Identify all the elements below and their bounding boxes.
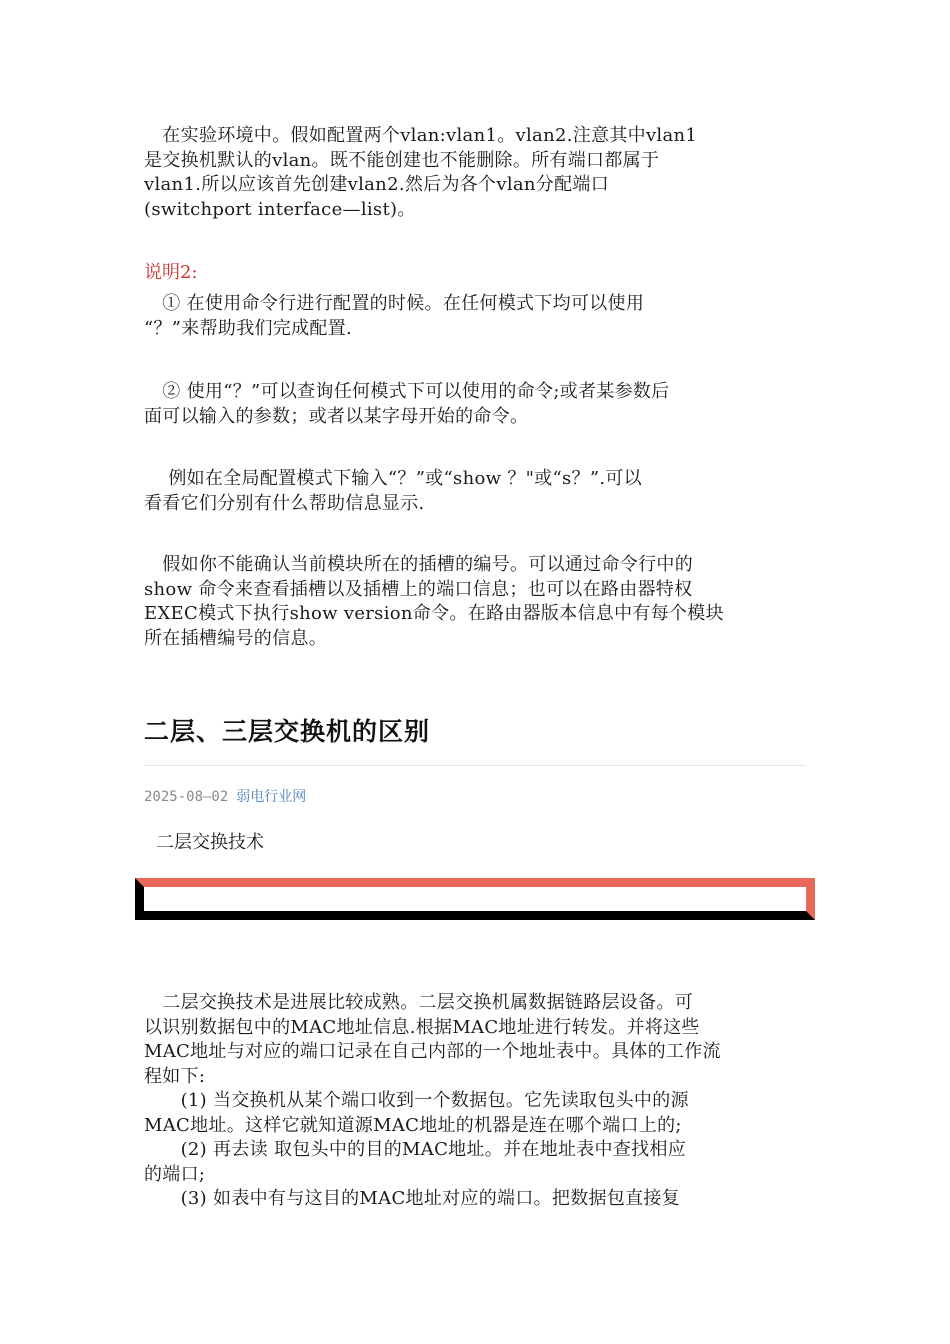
note2-line: ② 使用“？”可以查询任何模式下可以使用的命令;或者某参数后 (144, 381, 670, 402)
slot-line: show 命令来查看插槽以及插槽上的端口信息；也可以在路由器特权 (144, 578, 693, 600)
body-line: 以识别数据包中的MAC地址信息.根据MAC地址进行转发。并将这些 (144, 1016, 700, 1038)
note1-line: “？”来帮助我们完成配置. (144, 317, 353, 339)
note-label: 说明2: (144, 262, 198, 283)
example-line: 例如在全局配置模式下输入“？”或“show ？"或“s？”.可以 (144, 468, 642, 489)
decorative-banner-bar (135, 878, 815, 920)
example-paragraph (144, 467, 808, 516)
note2-line: 面可以输入的参数；或者以某字母开始的命令。 (144, 405, 529, 427)
slot-paragraph (144, 553, 808, 651)
body-line: MAC地址。这样它就知道源MAC地址的机器是连在哪个端口上的; (144, 1114, 682, 1136)
slot-line: 所在插槽编号的信息。 (144, 627, 327, 649)
body-line: 程如下: (144, 1065, 206, 1087)
body-line: (1) 当交换机从某个端口收到一个数据包。它先读取包头中的源 (144, 1090, 689, 1111)
article-meta (144, 787, 306, 807)
body-paragraph (144, 991, 808, 1212)
article-source-link[interactable]: 弱电行业网 (236, 789, 307, 805)
article-title: 二层、三层交换机的区别 (144, 717, 431, 746)
slot-line: 假如你不能确认当前模块所在的插槽的编号。可以通过命令行中的 (144, 554, 693, 575)
intro-line: 在实验环境中。假如配置两个vlan:vlan1。vlan2.注意其中vlan1 (144, 125, 698, 146)
body-line: (3) 如表中有与这目的MAC地址对应的端口。把数据包直接复 (144, 1188, 681, 1209)
intro-line: 是交换机默认的vlan。既不能创建也不能删除。所有端口都属于 (144, 149, 660, 171)
intro-paragraph (144, 124, 808, 222)
note1-line: ① 在使用命令行进行配置的时候。在任何模式下均可以使用 (144, 293, 645, 314)
body-line: MAC地址与对应的端口记录在自己内部的一个地址表中。具体的工作流 (144, 1041, 721, 1062)
note2-paragraph (144, 380, 808, 429)
note1-paragraph (144, 292, 808, 341)
banner-inner (144, 887, 806, 911)
example-line: 看看它们分别有什么帮助信息显示. (144, 492, 425, 514)
article-date: 2025-08—02 (144, 789, 229, 805)
slot-line: EXEC模式下执行show version命令。在路由器版本信息中有每个模块 (144, 603, 724, 624)
body-line: (2) 再去读 取包头中的目的MAC地址。并在地址表中查找相应 (144, 1139, 687, 1160)
intro-line: (switchport interface—list)。 (144, 198, 416, 220)
title-divider (144, 765, 806, 766)
intro-line: vlan1.所以应该首先创建vlan2.然后为各个vlan分配端口 (144, 174, 609, 195)
body-line: 的端口; (144, 1163, 206, 1185)
article-subtitle: 二层交换技术 (156, 832, 264, 853)
body-line: 二层交换技术是进展比较成熟。二层交换机属数据链路层设备。可 (144, 992, 693, 1013)
